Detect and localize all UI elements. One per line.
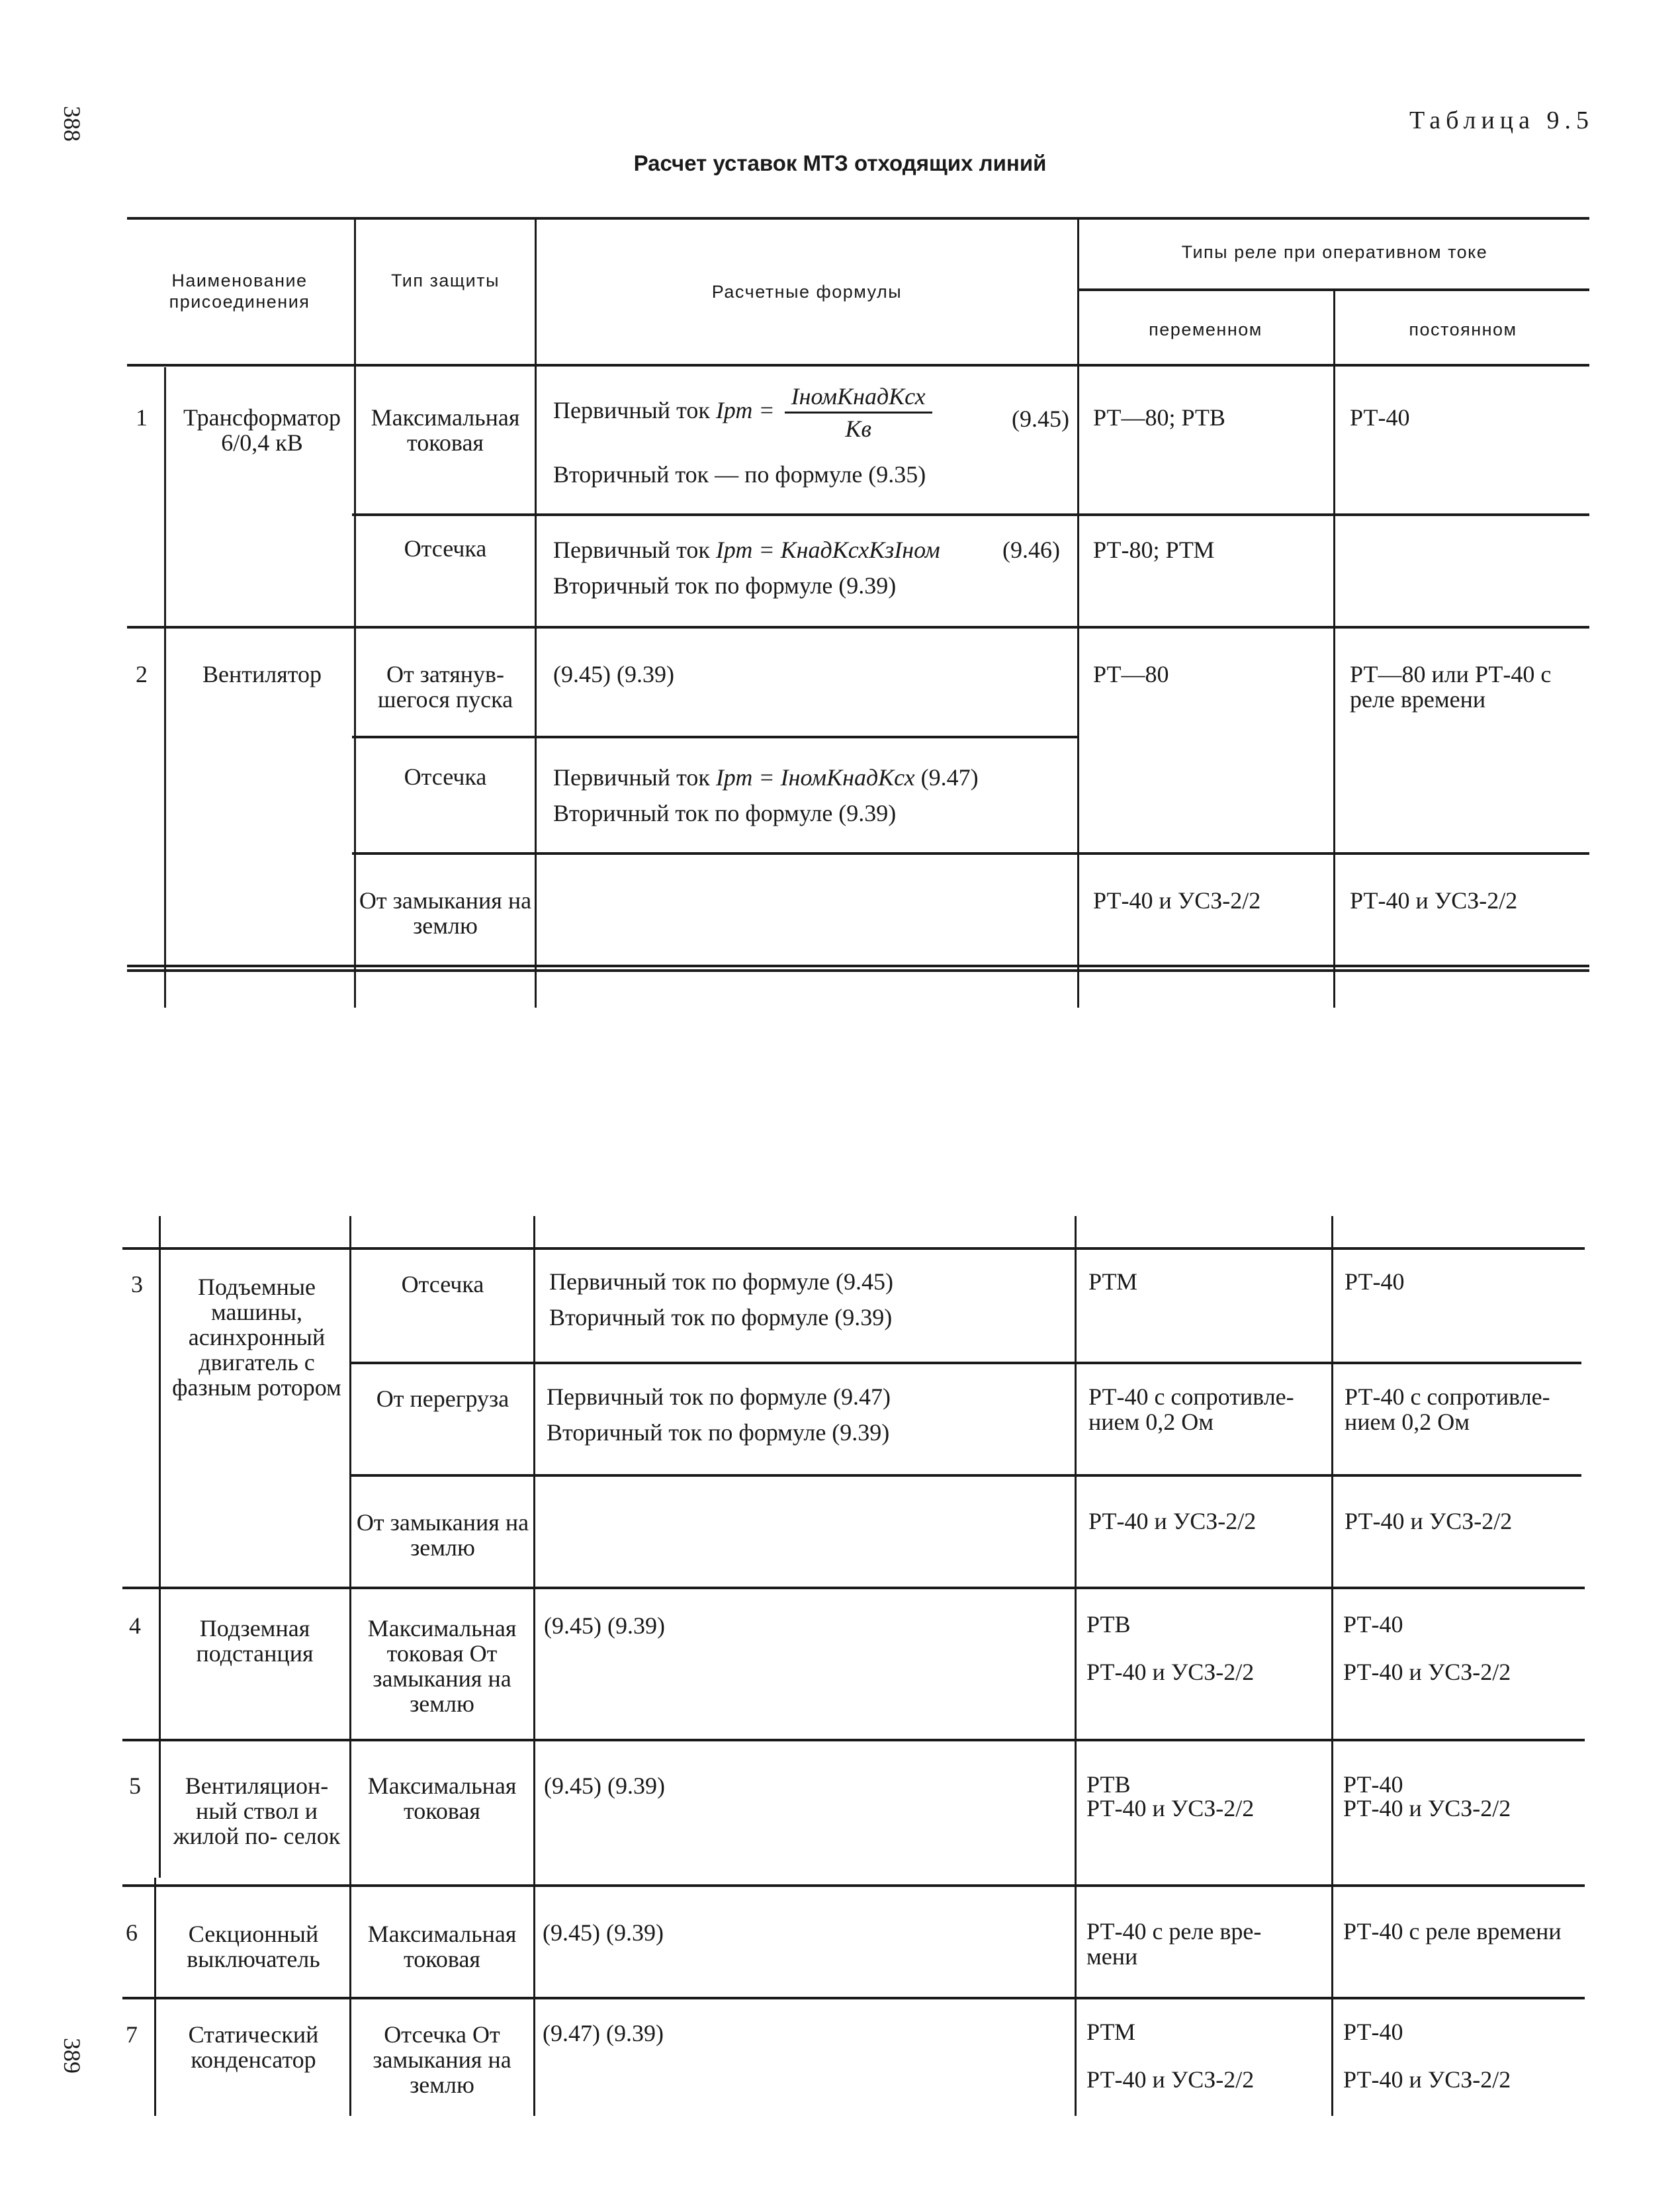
relay-dc: РТ-40 и УСЗ-2/2 — [1345, 1508, 1513, 1534]
equation-number: (9.46) — [1002, 537, 1060, 563]
formula-refs: (9.45) (9.39) — [543, 1919, 664, 1946]
page-number-bottom: 389 — [59, 2038, 85, 2074]
relay-dc: РТ-40 с реле времени — [1343, 1918, 1562, 1945]
table-label: Таблица 9.5 — [1409, 107, 1594, 134]
formula-label: Первичный ток — [553, 396, 710, 423]
protection-type: Максимальная токовая — [367, 1772, 517, 1824]
table-title: Расчет уставок МТЗ отходящих линий — [633, 151, 1047, 175]
protection-type: От затянув- шегося пуска — [377, 661, 513, 713]
fraction-numerator: IномKнадKсх — [785, 384, 932, 414]
relay-dc: РТ-40 и УСЗ-2/2 — [1343, 1795, 1511, 1821]
row-name: Статический конденсатор — [188, 2021, 319, 2073]
formula-var: Iрт = — [715, 764, 775, 791]
formula-secondary: Вторичный ток по формуле (9.39) — [553, 572, 897, 599]
formula-expression: KнадKсхKзIном — [780, 537, 940, 563]
formula-secondary: Вторичный ток по формуле (9.39) — [549, 1304, 893, 1331]
row-name: Подъемные машины, асинхронный двигатель с фазным ротором — [172, 1274, 341, 1401]
formula-label: Первичный ток — [553, 764, 710, 791]
formula-primary: Первичный ток по формуле (9.45) — [549, 1268, 893, 1295]
formula-primary: Первичный ток по формуле (9.47) — [547, 1383, 891, 1410]
formula-refs: (9.45) (9.39) — [553, 661, 674, 687]
protection-type: Отсечка — [404, 535, 487, 562]
relay-dc: РТ-40 — [1343, 1611, 1403, 1638]
formula-9-45 — [553, 384, 1069, 441]
relay-ac: РТМ — [1086, 2019, 1135, 2045]
header-formulas: Расчетные формулы — [711, 282, 903, 302]
row-name: Трансформатор 6/0,4 кВ — [183, 404, 341, 456]
fraction-denominator: Kв — [845, 416, 871, 442]
protection-type: От перегруза — [376, 1385, 509, 1412]
formula-secondary: Вторичный ток — по формуле (9.35) — [553, 461, 926, 488]
row-name: Секционный выключатель — [187, 1921, 320, 1972]
formula-var: Iрт = — [715, 537, 775, 563]
protection-type: Максимальная токовая От замыкания на землю — [367, 1615, 517, 1717]
relay-dc: РТ-40 и УСЗ-2/2 — [1343, 2066, 1511, 2093]
relay-ac: РТВ — [1086, 1771, 1131, 1798]
relay-dc: РТ-40 — [1343, 1771, 1403, 1798]
header-relay-types: Типы реле при оперативном токе — [1181, 242, 1488, 262]
relay-ac: РТ—80 — [1093, 661, 1169, 687]
relay-ac: РТ-40 и УСЗ-2/2 — [1093, 887, 1261, 914]
formula-fraction — [785, 384, 932, 441]
header-ac: переменном — [1149, 320, 1262, 339]
protection-type: Отсечка От замыкания на землю — [373, 2021, 511, 2098]
row-number: 2 — [136, 661, 148, 687]
relay-ac: РТ-40 и УСЗ-2/2 — [1088, 1508, 1257, 1534]
header-name: Наименование присоединения — [169, 271, 310, 312]
protection-type: От замыкания на землю — [356, 1509, 529, 1561]
row-name: Вентилятор — [202, 661, 322, 687]
row-number: 6 — [126, 1919, 138, 1946]
relay-dc: РТ-40 с сопротивле- нием 0,2 Ом — [1345, 1383, 1550, 1435]
row-name: Вентиляцион- ный ствол и жилой по- селок — [173, 1772, 341, 1849]
relay-ac: РТВ — [1086, 1611, 1131, 1638]
page-number-top: 388 — [59, 106, 85, 142]
relay-ac: РТ-40 и УСЗ-2/2 — [1086, 1659, 1255, 1685]
protection-type: Отсечка — [404, 764, 487, 790]
relay-ac: РТ-40 с реле вре- мени — [1086, 1918, 1262, 1970]
protection-type: Отсечка — [401, 1271, 484, 1297]
relay-dc: РТ-40 — [1345, 1268, 1405, 1295]
relay-ac: РТМ — [1088, 1268, 1137, 1295]
relay-ac: РТ—80; РТВ — [1093, 404, 1225, 431]
relay-dc: РТ-40 — [1343, 2019, 1403, 2045]
formula-refs: (9.47) (9.39) — [543, 2020, 664, 2046]
formula-9-47 — [553, 765, 1069, 790]
relay-ac: РТ-80; РТМ — [1093, 537, 1215, 563]
row-number: 7 — [126, 2021, 138, 2048]
protection-type: Максимальная токовая — [367, 1921, 517, 1972]
relay-ac: РТ-40 и УСЗ-2/2 — [1086, 1795, 1255, 1821]
formula-secondary: Вторичный ток по формуле (9.39) — [547, 1419, 890, 1446]
row-number: 5 — [129, 1772, 141, 1799]
row-number: 4 — [129, 1612, 141, 1639]
equation-number: (9.45) — [1012, 406, 1069, 432]
relay-dc: РТ-40 и УСЗ-2/2 — [1350, 887, 1518, 914]
relay-dc: РТ-40 и УСЗ-2/2 — [1343, 1659, 1511, 1685]
formula-9-46 — [553, 537, 1069, 562]
formula-expression: IномKнадKсх — [780, 764, 915, 791]
equation-number: (9.47) — [920, 764, 979, 791]
header-dc: постоянном — [1409, 320, 1517, 339]
formula-label: Первичный ток — [553, 537, 710, 563]
formula-var: Iрт = — [715, 396, 775, 423]
relay-ac: РТ-40 и УСЗ-2/2 — [1086, 2066, 1255, 2093]
formula-secondary: Вторичный ток по формуле (9.39) — [553, 800, 897, 826]
formula-refs: (9.45) (9.39) — [544, 1612, 665, 1639]
relay-dc: РТ-40 — [1350, 404, 1410, 431]
relay-ac: РТ-40 с сопротивле- нием 0,2 Ом — [1088, 1383, 1294, 1435]
row-number: 1 — [136, 404, 148, 431]
row-number: 3 — [131, 1271, 143, 1297]
protection-type: От замыкания на землю — [359, 887, 532, 939]
row-name: Подземная подстанция — [196, 1615, 314, 1667]
protection-type: Максимальная токовая — [371, 404, 520, 456]
header-protection: Тип защиты — [391, 271, 500, 290]
relay-dc: РТ—80 или РТ-40 с реле времени — [1350, 661, 1552, 713]
formula-refs: (9.45) (9.39) — [544, 1772, 665, 1799]
